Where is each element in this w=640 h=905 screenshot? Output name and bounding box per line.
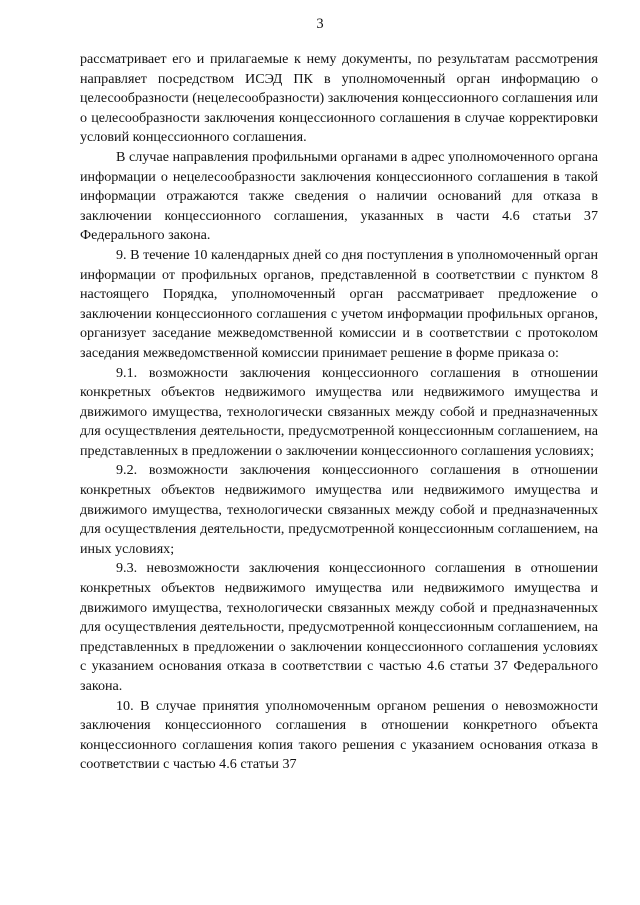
paragraph-item-9-1: 9.1. возможности заключения концессионного соглашения в отношении конкретных объектов недвижимого имущества или недвижимого имущества и движимого имущества, технологически связанных между собой и предназначенных для осуществления деятельности, предусмотренной концессионным соглашением, на представленных в предложении о заключении концессионного соглашения условиях; — [80, 364, 598, 459]
paragraph-refusal-grounds: В случае направления профильными органами в адрес уполномоченного органа информации о нецелесообразности заключения концессионного соглашения в такой информации отражаются также сведения о наличии оснований для отказа в заключении концессионного соглашения, указанных в части 4.6 статьи 37 Федерального закона. — [80, 148, 598, 244]
paragraph-item-10: 10. В случае принятия уполномоченным органом решения о невозможности заключения концессионного соглашения в отношении конкретного объекта концессионного соглашения копия такого решения с указанием основания отказа в соответствии с частью 4.6 статьи 37 — [80, 697, 598, 773]
paragraph-item-9-2: 9.2. возможности заключения концессионного соглашения в отношении конкретных объектов недвижимого имущества или недвижимого имущества и движимого имущества, технологически связанных между собой и предназначенных для осуществления деятельности, предусмотренной концессионным соглашением, на иных условиях; — [80, 462, 598, 557]
document-body — [80, 50, 598, 775]
paragraph-continuation: рассматривает его и прилагаемые к нему документы, по результатам рассмотрения направляет посредством ИСЭД ПК в уполномоченный орган информацию о целесообразности (нецелесообразности) заключения концессионного соглашения или о целесообразности заключения концессионного соглашения в случае корректировки условий концессионного соглашения. — [80, 51, 598, 146]
paragraph-item-9-3: 9.3. невозможности заключения концессионного соглашения в отношении конкретных объектов недвижимого имущества или недвижимого имущества и движимого имущества, технологически связанных между собой и предназначенных для осуществления деятельности, предусмотренной концессионным соглашением, на представленных в предложении о заключении концессионного соглашения условиях с указанием основания отказа в соответствии с частью 4.6 статьи 37 Федерального закона. — [80, 560, 598, 694]
paragraph-item-9: 9. В течение 10 календарных дней со дня поступления в уполномоченный орган информации от профильных органов, представленной в соответствии с пунктом 8 настоящего Порядка, уполномоченный орган рассматривает предложение о заключении концессионного соглашения с учетом информации профильных органов, организует заседание межведомственной комиссии и в соответствии с протоколом заседания межведомственной комиссии принимает решение в форме приказа о: — [80, 246, 598, 361]
page-number: 3 — [316, 16, 324, 32]
